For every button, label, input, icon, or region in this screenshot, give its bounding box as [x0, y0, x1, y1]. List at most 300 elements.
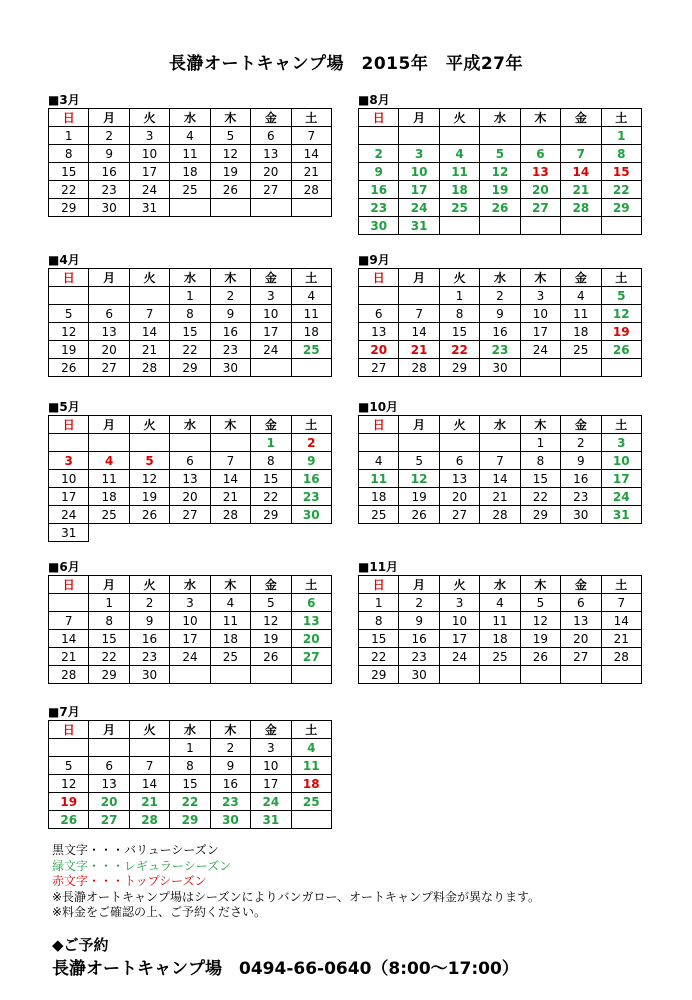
weekday-header-row	[359, 269, 642, 287]
day-cell: 14	[291, 145, 331, 163]
day-cell	[439, 434, 479, 452]
calendar-table	[358, 268, 642, 377]
day-cell	[210, 434, 250, 452]
day-cell	[49, 434, 89, 452]
day-cell: 28	[129, 359, 169, 377]
day-cell: 1	[601, 127, 641, 145]
week-row	[49, 506, 332, 524]
day-cell: 19	[49, 341, 89, 359]
week-row	[49, 594, 332, 612]
day-cell: 24	[601, 488, 641, 506]
day-cell: 23	[480, 341, 520, 359]
week-row	[49, 793, 332, 811]
day-cell: 3	[251, 287, 291, 305]
day-cell: 7	[291, 127, 331, 145]
weekday-cell: 金	[251, 721, 291, 739]
empty-cell	[291, 524, 331, 542]
empty-cell	[170, 524, 210, 542]
day-cell: 15	[170, 775, 210, 793]
day-cell: 13	[561, 612, 601, 630]
day-cell: 12	[601, 305, 641, 323]
empty-cell	[210, 524, 250, 542]
day-cell: 22	[520, 488, 560, 506]
day-cell: 26	[480, 199, 520, 217]
day-cell: 17	[251, 323, 291, 341]
weekday-cell: 水	[480, 269, 520, 287]
day-cell: 16	[561, 470, 601, 488]
day-cell: 5	[49, 757, 89, 775]
day-cell: 26	[251, 648, 291, 666]
day-cell: 3	[399, 145, 439, 163]
day-cell: 14	[399, 323, 439, 341]
day-cell: 4	[561, 287, 601, 305]
day-cell: 20	[291, 630, 331, 648]
day-cell	[251, 359, 291, 377]
weekday-cell: 月	[89, 576, 129, 594]
day-cell: 14	[129, 323, 169, 341]
day-cell: 20	[359, 341, 399, 359]
day-cell: 1	[251, 434, 291, 452]
day-cell: 11	[89, 470, 129, 488]
week-row	[49, 612, 332, 630]
day-cell	[251, 199, 291, 217]
day-cell: 1	[520, 434, 560, 452]
day-cell: 25	[89, 506, 129, 524]
weekday-cell: 火	[129, 109, 169, 127]
day-cell: 22	[251, 488, 291, 506]
day-cell: 15	[601, 163, 641, 181]
day-cell: 15	[251, 470, 291, 488]
day-cell: 31	[601, 506, 641, 524]
week-row	[49, 287, 332, 305]
weekday-cell: 日	[359, 109, 399, 127]
day-cell: 13	[89, 775, 129, 793]
week-row	[359, 163, 642, 181]
day-cell: 28	[49, 666, 89, 684]
week-row	[49, 305, 332, 323]
day-cell: 24	[170, 648, 210, 666]
day-cell: 21	[291, 163, 331, 181]
day-cell: 2	[89, 127, 129, 145]
week-row	[359, 648, 642, 666]
day-cell: 25	[210, 648, 250, 666]
day-cell: 4	[439, 145, 479, 163]
week-row	[49, 648, 332, 666]
month-label: ■4月	[48, 253, 80, 267]
calendar-table	[358, 108, 642, 235]
day-cell: 28	[561, 199, 601, 217]
day-cell	[480, 127, 520, 145]
day-cell: 21	[480, 488, 520, 506]
day-cell: 25	[359, 506, 399, 524]
day-cell: 28	[210, 506, 250, 524]
day-cell: 27	[89, 811, 129, 829]
weekday-cell: 土	[291, 721, 331, 739]
weekday-cell: 日	[49, 109, 89, 127]
month-july	[48, 705, 334, 829]
week-row	[359, 145, 642, 163]
day-cell: 5	[480, 145, 520, 163]
month-august	[358, 93, 644, 235]
day-cell: 25	[291, 341, 331, 359]
day-cell: 30	[210, 811, 250, 829]
week-row	[359, 434, 642, 452]
month-label: ■5月	[48, 400, 80, 414]
day-cell: 28	[291, 181, 331, 199]
day-cell: 15	[520, 470, 560, 488]
day-cell: 19	[129, 488, 169, 506]
day-cell: 9	[129, 612, 169, 630]
day-cell: 27	[561, 648, 601, 666]
week-row	[359, 341, 642, 359]
week-row	[49, 775, 332, 793]
day-cell: 6	[89, 757, 129, 775]
day-cell: 29	[251, 506, 291, 524]
day-cell: 30	[129, 666, 169, 684]
day-cell: 7	[129, 305, 169, 323]
month-september	[358, 253, 644, 377]
day-cell: 18	[291, 323, 331, 341]
week-row	[49, 181, 332, 199]
day-cell: 23	[89, 181, 129, 199]
weekday-cell: 土	[601, 269, 641, 287]
month-label: ■8月	[358, 93, 390, 107]
day-cell: 16	[399, 630, 439, 648]
week-row	[49, 127, 332, 145]
day-cell: 9	[480, 305, 520, 323]
month-label: ■9月	[358, 253, 390, 267]
calendar-table	[358, 415, 642, 524]
month-label: ■11月	[358, 560, 399, 574]
day-cell: 16	[210, 323, 250, 341]
day-cell	[561, 666, 601, 684]
week-row	[49, 811, 332, 829]
weekday-cell: 月	[399, 109, 439, 127]
day-cell: 27	[170, 506, 210, 524]
day-cell: 16	[129, 630, 169, 648]
day-cell	[170, 434, 210, 452]
legend	[52, 843, 540, 921]
day-cell: 11	[210, 612, 250, 630]
day-cell: 9	[291, 452, 331, 470]
day-cell: 15	[359, 630, 399, 648]
weekday-header-row	[49, 416, 332, 434]
day-cell: 20	[561, 630, 601, 648]
week-row	[359, 452, 642, 470]
weekday-cell: 木	[210, 416, 250, 434]
day-cell: 23	[291, 488, 331, 506]
weekday-cell: 金	[251, 269, 291, 287]
day-cell: 26	[601, 341, 641, 359]
day-cell: 23	[561, 488, 601, 506]
day-cell: 14	[480, 470, 520, 488]
day-cell	[359, 287, 399, 305]
day-cell: 1	[359, 594, 399, 612]
day-cell: 3	[170, 594, 210, 612]
day-cell: 6	[561, 594, 601, 612]
day-cell: 22	[601, 181, 641, 199]
legend-note-confirm: ※料金をご確認の上、ご予約ください。	[52, 905, 267, 919]
day-cell: 22	[170, 341, 210, 359]
weekday-cell: 月	[89, 109, 129, 127]
day-cell: 11	[291, 305, 331, 323]
day-cell: 13	[251, 145, 291, 163]
day-cell: 26	[520, 648, 560, 666]
day-cell: 13	[89, 323, 129, 341]
day-cell: 9	[399, 612, 439, 630]
day-cell: 21	[561, 181, 601, 199]
day-cell: 8	[601, 145, 641, 163]
day-cell: 17	[170, 630, 210, 648]
weekday-cell: 木	[210, 576, 250, 594]
day-cell	[561, 359, 601, 377]
day-cell: 26	[49, 811, 89, 829]
day-cell: 21	[129, 341, 169, 359]
weekday-cell: 金	[251, 416, 291, 434]
day-cell: 5	[210, 127, 250, 145]
weekday-cell: 土	[601, 576, 641, 594]
day-cell: 30	[359, 217, 399, 235]
day-cell: 17	[49, 488, 89, 506]
day-cell	[561, 217, 601, 235]
day-cell: 19	[251, 630, 291, 648]
day-cell: 2	[210, 287, 250, 305]
day-cell: 20	[89, 341, 129, 359]
day-cell: 22	[439, 341, 479, 359]
legend-value-season: 黒文字・・・バリューシーズン	[52, 843, 219, 857]
day-cell: 6	[251, 127, 291, 145]
empty-cell	[89, 524, 129, 542]
weekday-cell: 木	[210, 269, 250, 287]
day-cell	[210, 666, 250, 684]
day-cell: 24	[49, 506, 89, 524]
week-row	[49, 452, 332, 470]
day-cell: 9	[210, 757, 250, 775]
weekday-header-row	[49, 576, 332, 594]
weekday-cell: 日	[49, 576, 89, 594]
day-cell: 7	[210, 452, 250, 470]
day-cell: 10	[251, 305, 291, 323]
day-cell	[291, 199, 331, 217]
weekday-cell: 日	[49, 416, 89, 434]
month-june	[48, 560, 334, 684]
day-cell: 29	[170, 359, 210, 377]
day-cell: 19	[480, 181, 520, 199]
weekday-cell: 木	[210, 109, 250, 127]
day-cell: 18	[480, 630, 520, 648]
day-cell: 29	[170, 811, 210, 829]
day-cell: 10	[251, 757, 291, 775]
day-cell: 24	[129, 181, 169, 199]
day-cell	[49, 739, 89, 757]
day-cell: 9	[210, 305, 250, 323]
day-cell: 6	[520, 145, 560, 163]
day-cell: 26	[49, 359, 89, 377]
day-cell: 21	[399, 341, 439, 359]
day-cell: 7	[399, 305, 439, 323]
day-cell: 18	[359, 488, 399, 506]
day-cell: 23	[210, 793, 250, 811]
day-cell: 10	[129, 145, 169, 163]
weekday-header-row	[49, 109, 332, 127]
day-cell: 20	[170, 488, 210, 506]
day-cell	[49, 594, 89, 612]
day-cell: 2	[480, 287, 520, 305]
day-cell: 18	[210, 630, 250, 648]
weekday-cell: 日	[49, 721, 89, 739]
month-label: ■10月	[358, 400, 399, 414]
week-row	[359, 305, 642, 323]
day-cell: 4	[170, 127, 210, 145]
day-cell: 11	[170, 145, 210, 163]
day-cell: 16	[359, 181, 399, 199]
day-cell: 8	[170, 305, 210, 323]
day-cell: 27	[520, 199, 560, 217]
day-cell	[520, 359, 560, 377]
day-cell: 25	[170, 181, 210, 199]
day-cell	[601, 359, 641, 377]
week-row	[359, 470, 642, 488]
day-cell: 11	[480, 612, 520, 630]
day-cell: 20	[439, 488, 479, 506]
weekday-cell: 土	[291, 416, 331, 434]
weekday-cell: 土	[291, 109, 331, 127]
day-cell: 1	[170, 287, 210, 305]
day-cell: 7	[561, 145, 601, 163]
weekday-cell: 日	[49, 269, 89, 287]
week-row	[359, 199, 642, 217]
day-cell: 3	[49, 452, 89, 470]
day-cell	[399, 127, 439, 145]
weekday-cell: 火	[439, 269, 479, 287]
weekday-cell: 日	[359, 269, 399, 287]
weekday-cell: 土	[291, 269, 331, 287]
calendar-table	[48, 415, 332, 542]
day-cell: 17	[129, 163, 169, 181]
day-cell: 8	[520, 452, 560, 470]
week-row	[49, 630, 332, 648]
day-cell	[210, 199, 250, 217]
day-cell: 12	[520, 612, 560, 630]
day-cell: 21	[601, 630, 641, 648]
day-cell: 30	[480, 359, 520, 377]
day-cell: 19	[49, 793, 89, 811]
day-cell: 21	[210, 488, 250, 506]
week-row	[359, 323, 642, 341]
day-cell	[291, 666, 331, 684]
day-cell	[520, 666, 560, 684]
day-cell: 27	[251, 181, 291, 199]
day-cell: 20	[251, 163, 291, 181]
month-label: ■6月	[48, 560, 80, 574]
day-cell: 12	[399, 470, 439, 488]
day-cell	[49, 287, 89, 305]
calendar-table	[48, 108, 332, 217]
day-cell: 8	[251, 452, 291, 470]
weekday-cell: 火	[129, 721, 169, 739]
weekday-cell: 土	[601, 416, 641, 434]
reservation-heading: ◆ご予約	[52, 936, 109, 954]
weekday-cell: 金	[561, 416, 601, 434]
day-cell: 13	[170, 470, 210, 488]
day-cell: 4	[291, 287, 331, 305]
weekday-header-row	[49, 269, 332, 287]
day-cell: 21	[129, 793, 169, 811]
day-cell: 4	[291, 739, 331, 757]
day-cell: 2	[399, 594, 439, 612]
week-row	[359, 359, 642, 377]
day-cell: 31	[251, 811, 291, 829]
week-row	[49, 757, 332, 775]
weekday-cell: 火	[439, 109, 479, 127]
day-cell: 3	[439, 594, 479, 612]
day-cell: 8	[359, 612, 399, 630]
day-cell: 2	[129, 594, 169, 612]
calendar-table	[48, 720, 332, 829]
day-cell: 22	[359, 648, 399, 666]
day-cell: 1	[89, 594, 129, 612]
day-cell: 19	[601, 323, 641, 341]
weekday-cell: 火	[439, 576, 479, 594]
day-cell: 14	[210, 470, 250, 488]
day-cell: 10	[439, 612, 479, 630]
day-cell: 12	[480, 163, 520, 181]
day-cell: 12	[129, 470, 169, 488]
day-cell: 10	[601, 452, 641, 470]
day-cell: 25	[291, 793, 331, 811]
week-row	[49, 470, 332, 488]
weekday-cell: 金	[251, 576, 291, 594]
day-cell: 15	[89, 630, 129, 648]
week-row	[49, 488, 332, 506]
day-cell: 10	[49, 470, 89, 488]
weekday-cell: 水	[170, 109, 210, 127]
weekday-cell: 金	[561, 109, 601, 127]
day-cell: 17	[251, 775, 291, 793]
empty-cell	[251, 524, 291, 542]
day-cell	[480, 666, 520, 684]
day-cell: 10	[170, 612, 210, 630]
day-cell	[89, 739, 129, 757]
weekday-cell: 水	[480, 416, 520, 434]
day-cell: 8	[170, 757, 210, 775]
day-cell: 27	[359, 359, 399, 377]
weekday-cell: 土	[291, 576, 331, 594]
day-cell: 12	[49, 775, 89, 793]
week-row	[49, 323, 332, 341]
week-row	[359, 287, 642, 305]
day-cell: 28	[601, 648, 641, 666]
day-cell	[439, 666, 479, 684]
day-cell: 20	[520, 181, 560, 199]
day-cell: 9	[359, 163, 399, 181]
day-cell	[89, 434, 129, 452]
weekday-header-row	[359, 576, 642, 594]
day-cell: 12	[210, 145, 250, 163]
day-cell: 23	[359, 199, 399, 217]
day-cell: 18	[89, 488, 129, 506]
day-cell: 10	[520, 305, 560, 323]
day-cell: 18	[291, 775, 331, 793]
day-cell: 11	[291, 757, 331, 775]
day-cell: 3	[520, 287, 560, 305]
day-cell: 18	[170, 163, 210, 181]
weekday-cell: 木	[520, 269, 560, 287]
weekday-cell: 水	[170, 721, 210, 739]
day-cell: 22	[89, 648, 129, 666]
day-cell: 23	[210, 341, 250, 359]
weekday-cell: 木	[210, 721, 250, 739]
